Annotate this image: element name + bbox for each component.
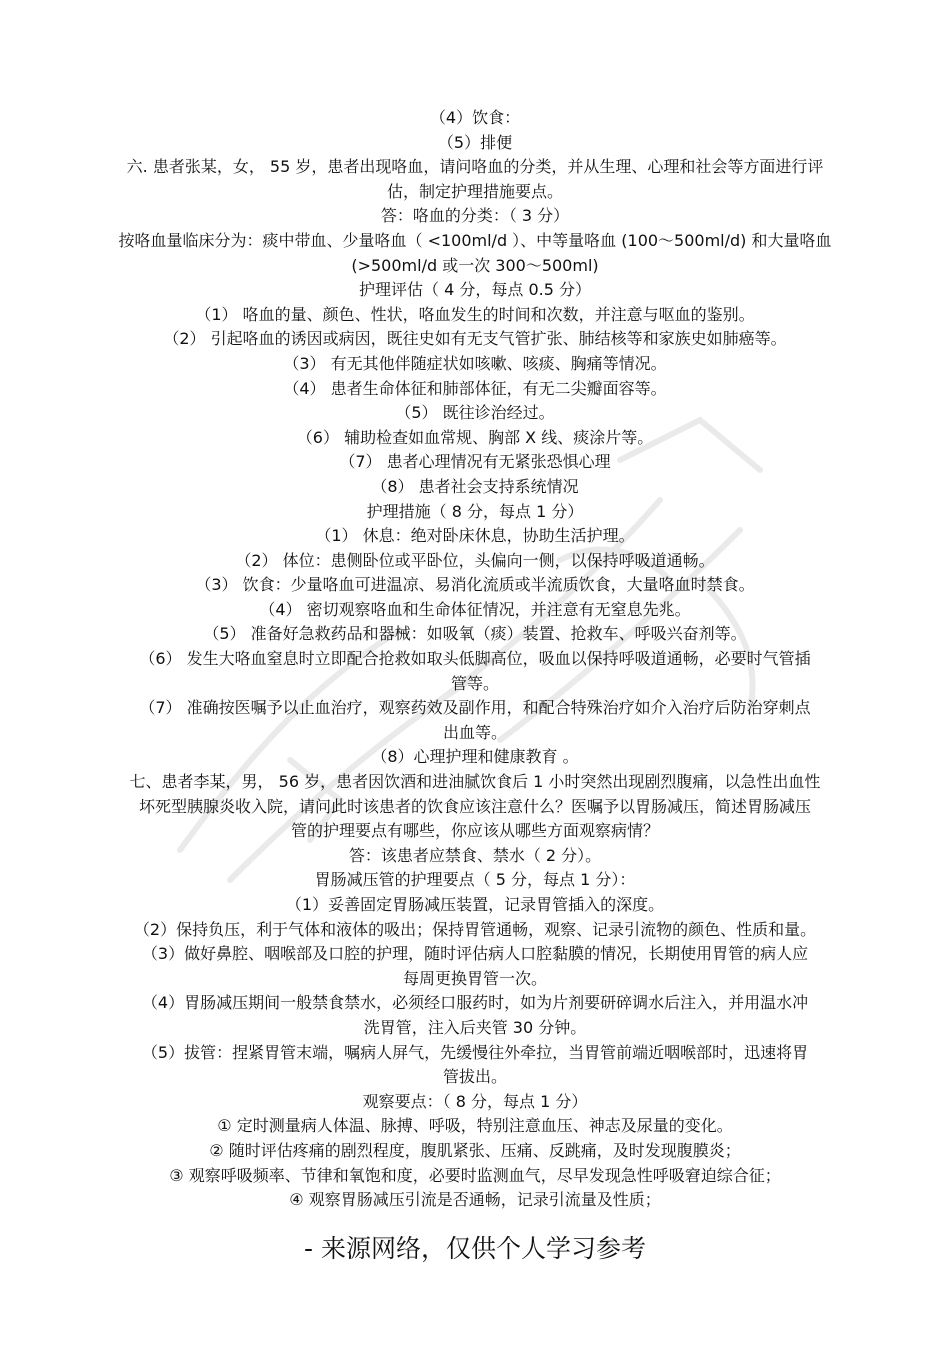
- text-line: 每周更换胃管一次。: [402, 968, 547, 988]
- text-line: 管的护理要点有哪些，你应该从哪些方面观察病情？: [290, 821, 659, 841]
- text-line: 出血等。: [442, 722, 507, 742]
- text-line: 六. 患者张某，女， 55 岁，患者出现咯血，请问咯血的分类，并从生理、心理和社会等方面进行评: [126, 157, 824, 177]
- text-line: （5） 准备好急救药品和器械：如吸氧（痰）装置、抢救车、呼吸兴奋剂等。: [203, 624, 747, 644]
- text-line: （1）妥善固定胃肠减压装置，记录胃管插入的深度。: [285, 895, 665, 914]
- text-line: 护理措施（ 8 分，每点 1 分）: [366, 501, 584, 521]
- text-line: （1） 咯血的量、颜色、性状，咯血发生的时间和次数，并注意与呕血的鉴别。: [195, 304, 755, 324]
- text-line: （2）保持负压，利于气体和液体的吸出；保持胃管通畅，观察、记录引流物的颜色、性质和量。: [133, 919, 817, 939]
- text-line: ① 定时测量病人体温、脉搏、呼吸，特别注意血压、神志及尿量的变化。: [217, 1116, 733, 1136]
- text-line: 观察要点：（ 8 分，每点 1 分）: [362, 1091, 588, 1111]
- text-line: 答：该患者应禁食、禁水（ 2 分）。: [348, 845, 602, 865]
- text-line: （5）排便: [437, 132, 513, 152]
- text-line: 护理评估（ 4 分，每点 0.5 分）: [359, 280, 591, 300]
- text-line: （2） 体位：患侧卧位或平卧位，头偏向一侧，以保持呼吸道通畅。: [235, 550, 715, 570]
- text-line: (>500ml/d 或一次 300～500ml): [351, 255, 599, 275]
- text-line: （3） 饮食：少量咯血可进温凉、易消化流质或半流质饮食，大量咯血时禁食。: [195, 575, 755, 595]
- text-line: （1） 休息：绝对卧床休息，协助生活护理。: [315, 526, 635, 546]
- text-line: ④ 观察胃肠减压引流是否通畅，记录引流量及性质；: [289, 1190, 661, 1210]
- source-footer: - 来源网络，仅供个人学习参考: [304, 1234, 646, 1263]
- text-line: 七、患者李某，男， 56 岁，患者因饮酒和进油腻饮食后 1 小时突然出现剧烈腹痛，以急性出血性: [129, 772, 821, 792]
- text-line: 按咯血量临床分为：痰中带血、少量咯血（ <100ml/d ）、中等量咯血 (100～500ml/d) 和大量咯血: [118, 230, 832, 250]
- text-line: 答：咯血的分类：（ 3 分）: [380, 206, 570, 226]
- text-line: （6） 发生大咯血窒息时立即配合抢救如取头低脚高位，吸血以保持呼吸道通畅，必要时气管插: [139, 649, 811, 669]
- text-line: 坏死型胰腺炎收入院，请问此时该患者的饮食应该注意什么？医嘱予以胃肠减压，简述胃肠减压: [138, 796, 811, 816]
- text-line: （4） 患者生命体征和肺部体征，有无二尖瓣面容等。: [283, 378, 667, 398]
- text-line: ③ 观察呼吸频率、节律和氧饱和度，必要时监测血气，尽早发现急性呼吸窘迫综合征；: [169, 1165, 781, 1185]
- text-line: （5）拔管：捏紧胃管末端，嘱病人屏气，先缓慢往外牵拉，当胃管前端近咽喉部时，迅速将胃: [141, 1042, 809, 1062]
- text-line: ② 随时评估疼痛的剧烈程度，腹肌紧张、压痛、反跳痛，及时发现腹膜炎；: [209, 1140, 741, 1160]
- text-line: 管拔出。: [442, 1067, 507, 1087]
- text-line: （8） 患者社会支持系统情况: [371, 476, 579, 496]
- text-line: （7） 准确按医嘱予以止血治疗，观察药效及副作用，和配合特殊治疗如介入治疗后防治穿刺点: [139, 698, 811, 718]
- text-line: （8）心理护理和健康教育 。: [371, 747, 579, 767]
- text-line: 洗胃管，注入后夹管 30 分钟。: [363, 1017, 587, 1037]
- text-line: 管等。: [450, 673, 499, 693]
- text-line: 估，制定护理措施要点。: [386, 181, 563, 201]
- text-line: （3）做好鼻腔、咽喉部及口腔的护理，随时评估病人口腔黏膜的情况，长期使用胃管的病人应: [141, 944, 809, 964]
- document-body: [0, 106, 950, 1213]
- text-line: （4）胃肠减压期间一般禁食禁水，必须经口服药时，如为片剂要研碎调水后注入，并用温水冲: [141, 993, 809, 1013]
- text-line: （2） 引起咯血的诱因或病因，既往史如有无支气管扩张、肺结核等和家族史如肺癌等。: [163, 329, 787, 349]
- text-line: （4） 密切观察咯血和生命体征情况，并注意有无窒息先兆。: [259, 599, 691, 619]
- text-line: 胃肠减压管的护理要点（ 5 分，每点 1 分）：: [314, 870, 636, 890]
- text-line: （4）饮食：: [429, 108, 521, 127]
- text-line: （5） 既往诊治经过。: [395, 403, 555, 423]
- text-line: （7） 患者心理情况有无紧张恐惧心理: [339, 452, 611, 472]
- text-line: （3） 有无其他伴随症状如咳嗽、咳痰、胸痛等情况。: [283, 353, 667, 373]
- text-line: （6） 辅助检查如血常规、胸部 X 线、痰涂片等。: [296, 427, 654, 447]
